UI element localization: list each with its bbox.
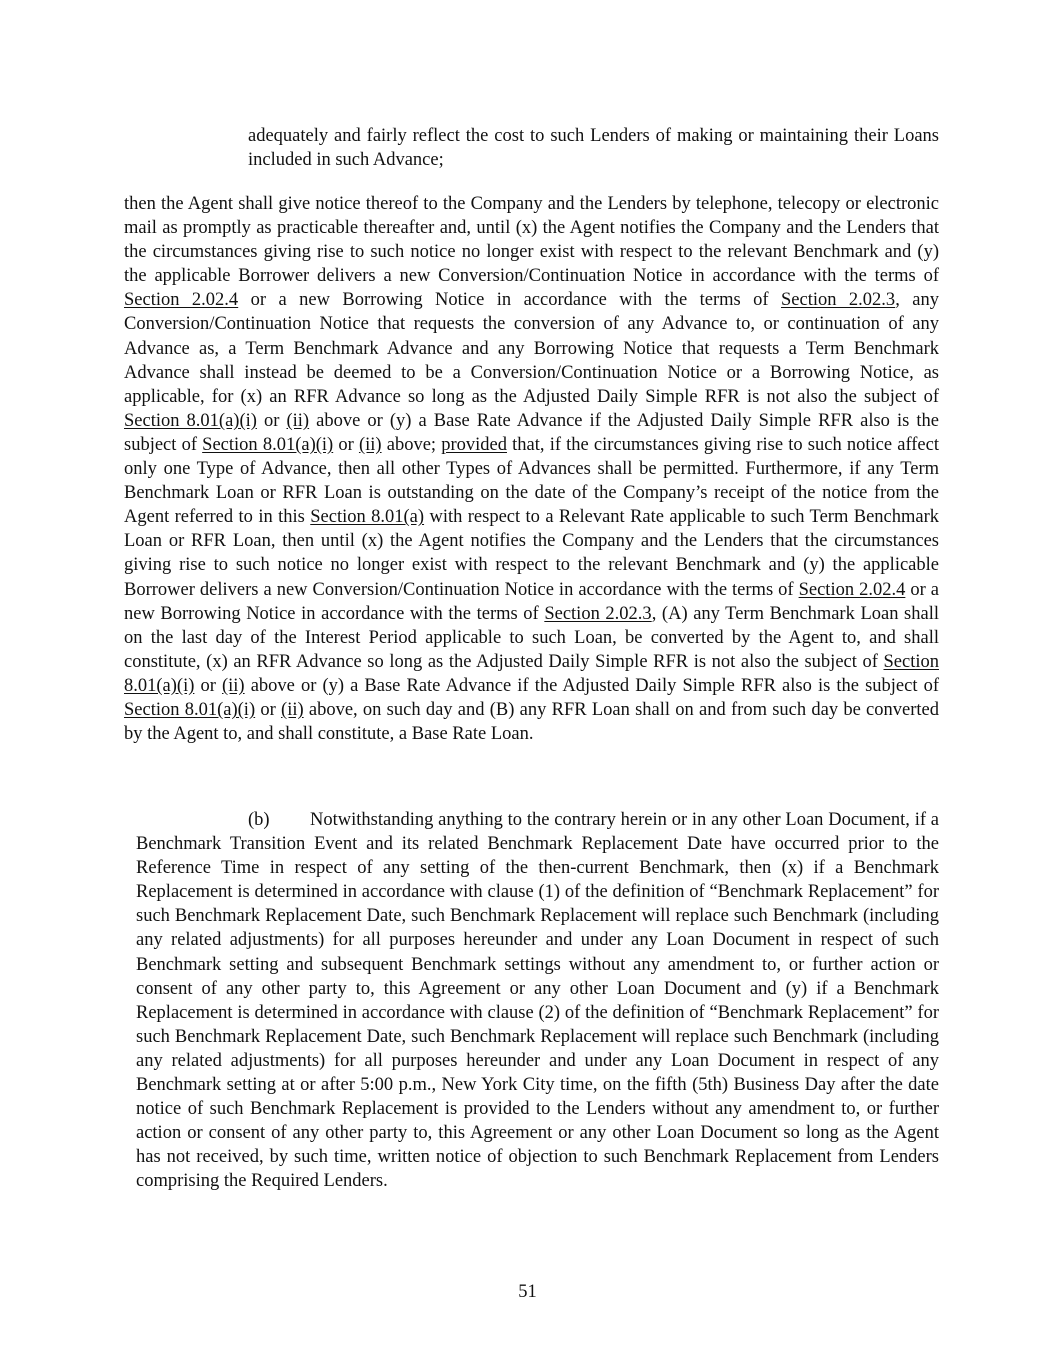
- cross-reference: (ii): [358, 434, 382, 455]
- cross-reference: Section 2.02.3: [544, 603, 652, 624]
- cross-reference: (ii): [286, 410, 310, 431]
- text-run: adequately and fairly reflect the cost to such Lenders of making or maintaining their Loans included in such Advance;: [248, 126, 939, 171]
- text-run: or: [194, 675, 222, 696]
- text-run: , (A) any Term Benchmark Loan shall on the last day of the Interest Period applicable to such Loan, be converted by the Agent to, and shall constitute, (x) an RFR Advance so long as the Adjusted Daily Simple RFR is not also the subject of: [124, 603, 939, 672]
- text-run: or: [333, 434, 359, 455]
- cross-reference: Section 8.01(a)(i): [124, 699, 256, 720]
- paragraph-b: [136, 808, 939, 1194]
- text-run: above or (y) a Base Rate Advance if the Adjusted Daily Simple RFR also is the subject of: [124, 410, 939, 455]
- cross-reference: Section 2.02.4: [124, 290, 239, 311]
- text-run: or: [255, 699, 282, 720]
- continuation-clause: [248, 124, 939, 172]
- text-run: or a new Borrowing Notice in accordance with the terms of: [124, 579, 940, 624]
- text-run: above, on such day and (B) any RFR Loan shall on and from such day be converted by the Agent to, and shall constitute, a Base Rate Loan.: [124, 699, 939, 745]
- text-run: with respect to a Relevant Rate applicable to such Term Benchmark Loan or RFR Loan, then until (x) the Agent notifies the Company and the Lenders that the circumstances giving rise to such notice no longer exist with respect to the relevant Benchmark and (y) the applicable Borrower delivers a new Conversion/Continuation Notice in accordance with the terms of: [124, 507, 940, 600]
- text-run: above;: [381, 434, 442, 455]
- text-run: above or (y) a Base Rate Advance if the Adjusted Daily Simple RFR also is the subject of: [244, 675, 939, 696]
- cross-reference: (ii): [221, 675, 245, 696]
- text-run: then the Agent shall give notice thereof to the Company and the Lenders by telephone, telecopy or electronic mail as promptly as practicable thereafter and, until (x) the Agent notifies the Company and the Lenders that the circumstances giving rise to such notice no longer exist with respect to the relevant Benchmark and (y) the applicable Borrower delivers a new Conversion/Continuation Notice in accordance with the terms of: [124, 194, 939, 287]
- notice-paragraph: [124, 192, 939, 746]
- page-number: 51: [518, 1282, 537, 1302]
- cross-reference: Section 2.02.3: [781, 290, 896, 311]
- paragraph-b-label: (b): [248, 810, 270, 830]
- text-run: , any Conversion/Continuation Notice that requests the conversion of any Advance to, or continuation of any Advance as, a Term Benchmark Advance and any Borrowing Notice that requests a Term Benchmark Advance shall instead be deemed to be a Conversion/Continuation Notice or a Borrowing Notice, as applicable, for (x) an RFR Advance so long as the Adjusted Daily Simple RFR is not also the subject of: [124, 290, 939, 407]
- cross-reference: Section 2.02.4: [798, 579, 906, 600]
- text-run: that, if the circumstances giving rise to such notice affect only one Type of Advance, then all other Types of Advances shall be permitted. Furthermore, if any Term Benchmark Loan or RFR Loan is outstanding on the date of the Company’s receipt of the notice from the Agent referred to in this: [124, 434, 939, 528]
- paragraph-b-text: Notwithstanding anything to the contrary herein or in any other Loan Document, if a Benchmark Transition Event and its related Benchmark Replacement Date have occurred prior to the Reference Time in respect of any setting of the then-current Benchmark, then (x) if a Benchmark Replacement is determined in accordance with clause (1) of the definition of “Benchmark Replacement” for such Benchmark Replacement Date, such Benchmark Replacement will replace such Benchmark (including any related adjustments) for all purposes hereunder and under any Loan Document in respect of such Benchmark setting and subsequent Benchmark settings without any amendment to, or further action or consent of any other party to, this Agreement or any other Loan Document and (y) if a Benchmark Replacement is determined in accordance with clause (2) of the definition of “Benchmark Replacement” for such Benchmark Replacement Date, such Benchmark Replacement will replace such Benchmark (including any related adjustments) for all purposes hereunder and under any Loan Document in respect of any Benchmark setting at or after 5:00 p.m., New York City time, on the fifth (5th) Business Day after the date notice of such Benchmark Replacement is provided to the Lenders without any amendment to, or further action or consent of any other party to, this Agreement or any other Loan Document so long as the Agent has not received, by such time, written notice of objection to such Benchmark Replacement from Lenders comprising the Required Lenders.: [136, 810, 939, 1192]
- cross-reference: Section 8.01(a)(i): [124, 410, 257, 431]
- cross-reference: (ii): [281, 699, 304, 720]
- text-run: or: [256, 410, 287, 431]
- cross-reference: Section 8.01(a)(i): [202, 434, 334, 455]
- cross-reference: provided: [441, 434, 507, 455]
- cross-reference: Section 8.01(a)(i): [124, 651, 939, 696]
- text-run: or a new Borrowing Notice in accordance with the terms of: [238, 290, 781, 311]
- cross-reference: Section 8.01(a): [310, 507, 425, 528]
